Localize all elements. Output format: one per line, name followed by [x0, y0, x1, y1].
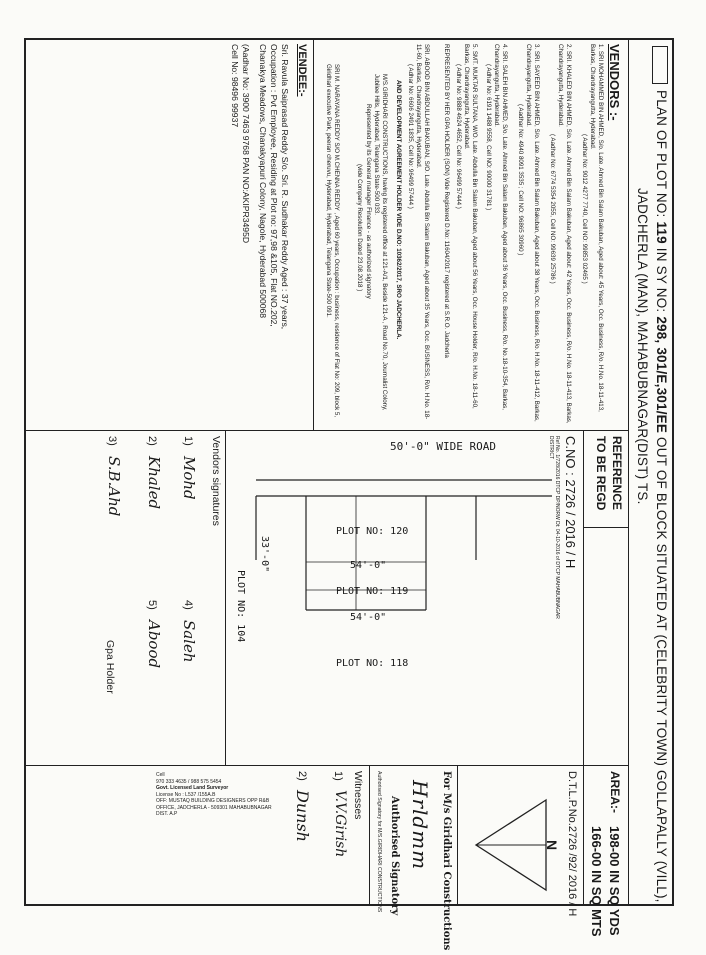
signature-5: Abood: [145, 620, 163, 669]
dim-top-label: 54'-0": [350, 560, 387, 571]
vendor-5-text: 5. SMT. MUKTAR SULTANA, W/O. Late. Abdulla Bin Salam Bakuban, Aged about 56 Years, Occ. House Holder, R/o. H.No. 18-11-60, Barkas, Chandrayangutta, Hyderabad.: [462, 44, 478, 409]
signature-2: Khaled: [145, 456, 163, 510]
signature-4: Saleh: [180, 620, 198, 663]
surveyor-name: Govt. Licensed Land Surveyor: [156, 785, 229, 791]
authorised-signatory-stamp: Authorised Signatory: [389, 796, 400, 916]
sig-2-num: 2): [146, 436, 158, 446]
vendors-heading: VENDORS :-: [607, 44, 622, 121]
area-sq-yds: 198-00 IN SQ YDS: [607, 826, 622, 936]
witnesses-heading: Witnesses: [352, 771, 364, 820]
vendor-4-aadhar: ( Adhar No: 6191 1488 9558, Cell NO: 90000 31781 ): [484, 64, 492, 211]
road-label: 50'-0" WIDE ROAD: [390, 440, 496, 453]
gc-text: M/S.GIRIDHARI CONSTRUCTIONS, having its registered office at 121-A/1, Beside 121-A , Road No.70, Journalist Colony, Jubilee Hills, Hyderabad, Telangana State-500 033.: [372, 74, 388, 411]
vendee-line-1: Sri. Ravula Saiprasad Reddy S/o. Sri. R. Sudhakar Reddy Aged : 37 years,: [280, 44, 290, 330]
survey-number: 298, 301/E,301/EE: [654, 316, 669, 434]
area-divider: [583, 765, 584, 906]
area-sq-mts: 166-00 IN SQ MTS: [589, 826, 604, 937]
vendee-block: [229, 44, 290, 424]
plot-120-label: PLOT NO: 120: [336, 526, 409, 537]
vendor-4-text: 4. SRI. SALEH BIN AHMED, S/o. Late. Ahmed Bin Salam Bakuban, Aged about 36 Years, Occ. Business, R/o. No.18-10-354, Barkas, Chandrayangutta, Hyderabad.: [492, 44, 508, 410]
vendor-4: [483, 44, 508, 424]
sy-prefix: IN SY NO:: [654, 247, 669, 313]
header-checkbox: [652, 46, 668, 84]
gpa-holder-label: Gpa Holder: [104, 640, 116, 694]
signature-3: S.B.Ahd: [105, 456, 123, 517]
vendee-line-6: Cell No: 98496 99937: [230, 44, 240, 128]
reference-area-divider: [584, 527, 628, 528]
surveyor-license: License No : L537 /155A.B: [156, 791, 216, 798]
vendor-7-text: SRI. ABOOD BIN ABDULLAH BAKUBAN, S/O. Late. Abdulla Bin Salam Bakuban, Aged about 35 Years, Occ. BUSINESS, R/o. H.No. 18-11-60, Barkas, Chandrayangutta, Hyderabad.: [414, 44, 430, 420]
area-label: AREA:-: [608, 771, 622, 813]
surveyor-stamp: [156, 772, 284, 818]
vendor-5: [453, 44, 478, 424]
plot-number: 119: [654, 221, 669, 244]
vendor-3-aadhar: ( Aadhar No: 4940 8091 3535 ; Cell NO: 96865 30960 ): [516, 104, 524, 256]
vendor-3: [515, 44, 540, 424]
gc-resolution: (vide Company Resolution Dated 23.08.2018 ): [356, 164, 364, 292]
north-arrow-icon: [466, 790, 556, 900]
surveyor-phones: 970 333 4635 / 988 575 5454: [156, 778, 222, 785]
dim-side-label: 33'-0": [259, 536, 270, 573]
vendor-6: [442, 44, 450, 424]
dtlp-number: D.T.L.P.No.2726 /92/ 2016 / H: [566, 771, 578, 917]
header-location: OUT OF BLOCK SITUATED AT (CELEBRITY TOWN) GOLLAPALLY (VILL),: [654, 437, 669, 903]
agreement-line: AND DEVELOPMENT AGREEMENT HOLDER VIDE D.NO: 10362/2017, SRO JADCHERLA.: [395, 80, 402, 340]
reference-divider: [583, 430, 584, 765]
vendor-6-text: REPRESENTED BY HER GPA HOLDER (SON) Vide Registered D.No: 11604/2017 registered at S.R.O. Jadcherla: [443, 44, 450, 358]
divider-left: [24, 430, 628, 431]
vendor-3-text: 3. SRI. SAYEED BIN AHMED, S/o. Late. Ahmed Bin Salam Bakuban, Aged about 38 Years, Occ. Business, R/o. H.No. 18-11-412, Barkas, Chandrayangutta, Hyderabad.: [524, 44, 540, 422]
vendee-line-3: Chanakya Meadows, Chanakyapuri Colony, Nagole, Hyderabad 500068: [258, 44, 268, 319]
to-be-regd: TO BE REGD: [594, 436, 608, 511]
sig-5-num: 5): [146, 600, 158, 610]
witness-1-num: 1): [332, 771, 344, 781]
plot-118-label: PLOT NO: 118: [336, 658, 409, 669]
vendee-line-5: (Aadhar No: 3900 7463 9768 PAN NO:AKIPR3495D: [241, 44, 251, 244]
signature-1: Mohd: [180, 456, 198, 500]
cno-text: C.NO : 2726 / 2016 / H: [563, 436, 578, 569]
vendor-7: [405, 44, 430, 424]
header-box: [628, 38, 674, 906]
authorised-signatory-print: Authorised Signatory for M/S.GIRIDHARI CONSTRUCTIONS: [376, 771, 382, 913]
witness-divider: [369, 765, 370, 906]
signatures-divider: [225, 430, 226, 765]
gc-signature: Hrldmm: [408, 780, 432, 871]
narayana-block: [324, 44, 340, 424]
sig-1-num: 1): [182, 436, 194, 446]
dim-bottom-label: 54'-0": [350, 612, 387, 623]
vendor-5-aadhar: ( Adhar No: 9888 4624 4652, Cell No: 96499 57444 ): [454, 64, 462, 209]
vendor-1-aadhar: ( Aadhar No: 9012 4277 7740, Cell NO: 99853 02465 ): [580, 134, 588, 284]
vendee-heading: VENDEE:-: [296, 44, 308, 97]
witness-2-num: 2): [296, 771, 308, 781]
gc-represented: Represented by its General manager Finance - as authorized signatory: [364, 104, 372, 299]
vendor-1-text: 1. SRI MOHAMMED BIN AHMED, S/o. Late. Ahmed Bin Salam Bakuban, Aged about: 45 Years, Occ. Business, R/o. H.No. 18-11-413, Barkas, Chandrayangutta, Hyderabad.: [588, 44, 604, 412]
vendor-2-text: 2. SRI. KHALED BIN AHMED, S/o. Late. Ahmed Bin Salam Bakuban, Aged about: 42 Years, Occ. Business, R/o. H.No. 18-11-413, Barkas, Chandrayangutta, Hyderabad.: [556, 44, 572, 424]
vendee-line-2: Occupation : Pvt Employee, Residing at Plot no: 97,98 &105, Flat NO.202,: [269, 44, 279, 327]
witness-2-signature: Dunsh: [293, 790, 312, 842]
vendor-7-aadhar: ( Adhar No: 6606 2491 1835, Cell No: 96499 57444 ): [406, 64, 414, 209]
vendor-1: [579, 44, 604, 424]
ref-small-text: Ref No. 1/728/2016 DTCP DP/NORW Dt: 04-10-2016 of DTCP MAHABUBNAGAR DISTRICT: [548, 436, 560, 619]
plot-104-label: PLOT NO: 104: [235, 570, 246, 643]
north-label: N: [544, 840, 560, 851]
witness-1-signature: V.V.Girish: [332, 790, 348, 858]
plan-prefix: PLAN OF PLOT NO:: [654, 90, 669, 218]
plot-119-label: PLOT NO: 119: [336, 586, 409, 597]
surveyor-cell-label: Cell: [156, 772, 165, 778]
narayana-text: SRI M. NARAYANA REDDY S/O M.CHENNA REDDY , Aged 60 years, Occupation : business, residence of Flat No: 209, block 5, Giridhari executive Park, peeran cheruvu, Hyderabad, Hyderabad, Telangana State-500 091.: [324, 64, 340, 418]
gc-block: [355, 44, 388, 424]
signatures-heading: Vendors signatures: [210, 436, 222, 526]
gc-stamp: For M/s Giridhari Constructions: [441, 771, 452, 951]
vendor-2-aadhar: ( Aadhar No: 6774 5354 2055, Cell NO: 99639 25786 ): [548, 134, 556, 284]
sig-3-num: 3): [106, 436, 118, 446]
gc-stamp-divider: [457, 765, 458, 906]
header-line-2: JADCHERLA (MAN), MAHABUBNAGAR(DIST) TS.: [635, 188, 650, 505]
vendee-divider: [313, 38, 314, 430]
vendor-2: [547, 44, 572, 424]
header-line-1: [654, 90, 669, 903]
reference-heading: REFERENCE: [610, 436, 624, 511]
sig-4-num: 4): [182, 600, 194, 610]
surveyor-office: OFF: MUSTAQ BUILDING DESIGNERS OPP R&B OFFICE, JADCHERLA - 509301 MAHABUBNAGAR DIST. A.P: [156, 798, 272, 817]
